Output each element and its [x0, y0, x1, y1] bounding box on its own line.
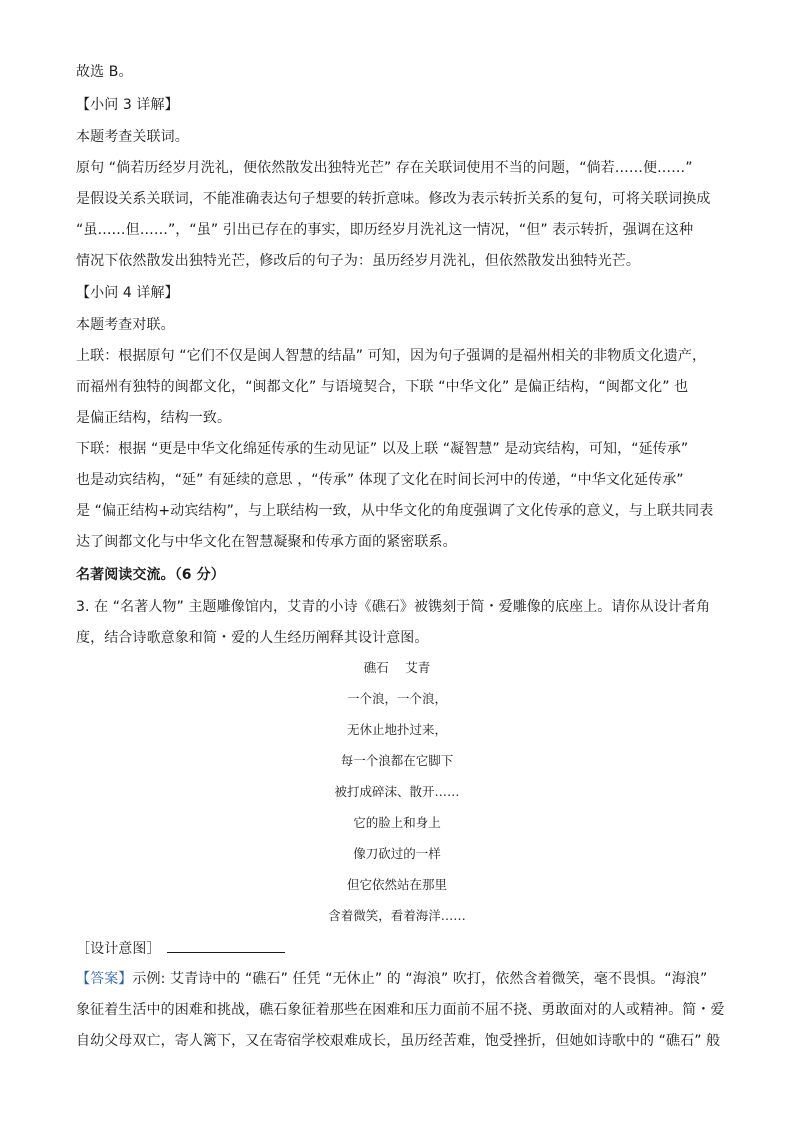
- subsection-heading: 【小问 4 详解】: [76, 285, 179, 301]
- answer-line: 自幼父母双亡，寄人篱下，又在寄宿学校艰难成长，虽历经苦难，饱受挫折，但她如诗歌中的 “礁石” 般: [76, 1033, 721, 1049]
- question-text: 度，结合诗歌意象和简・爱的人生经历阐释其设计意图。: [76, 630, 429, 646]
- text-line: 也是动宾结构，“延” 有延续的意思 ，“传承” 体现了文化在时间长河中的传递，“中华文化延传承”: [76, 472, 684, 488]
- text-line: “虽……但……”，“虽” 引出已存在的事实，即历经岁月洗礼这一情况，“但” 表示转折，强调在这种: [76, 222, 694, 238]
- text-line: 达了闽都文化与中华文化在智慧凝聚和传承方面的紧密联系。: [76, 534, 457, 550]
- design-intent-label: ［设计意图］: [76, 941, 161, 957]
- text-line: 是 “偏正结构+动宾结构”，与上联结构一致，从中华文化的角度强调了文化传承的意义，与上联共同表: [76, 503, 714, 519]
- text-line: 本题考查关联词。: [76, 129, 189, 145]
- design-intent-row: [76, 938, 285, 959]
- answer-line: [76, 969, 707, 989]
- text-line: 是假设关系关联词，不能准确表达句子想要的转折意味。修改为表示转折关系的复句，可将关联词换成: [76, 191, 711, 207]
- text-line: 本题考查对联。: [76, 317, 175, 333]
- poem-line: 每一个浪都在它脚下: [340, 753, 454, 768]
- poem-line: 一个浪，一个浪，: [346, 691, 447, 706]
- answer-blank: [167, 938, 285, 953]
- poem-line: 但它依然站在那里: [346, 877, 447, 892]
- poem-line: 被打成碎沫、散开……: [334, 784, 460, 799]
- text-line: 故选 B。: [76, 64, 133, 80]
- question-text: 3. 在 “名著人物” 主题雕像馆内，艾青的小诗《礁石》被镌刻于简・爱雕像的底座上。请你从设计者角: [76, 599, 711, 615]
- text-line: 上联：根据原句 “它们不仅是闽人智慧的结晶” 可知，因为句子强调的是福州相关的非物质文化遗产，: [76, 348, 707, 364]
- poem-title: 礁石 艾青: [363, 660, 431, 675]
- text-line: 原句 “倘若历经岁月洗礼，便依然散发出独特光芒” 存在关联词使用不当的问题，“倘若……便……”: [76, 160, 693, 176]
- poem-line: 像刀砍过的一样: [353, 846, 441, 861]
- poem-line: 无休止地扑过来，: [346, 722, 447, 737]
- answer-text: 示例: 艾青诗中的 “礁石” 任凭 “无休止” 的 “海浪” 吹打，依然含着微笑，毫不畏惧。“海浪”: [132, 971, 708, 987]
- answer-tag: 【答案】: [76, 971, 133, 987]
- section-title: 名著阅读交流。（6 分）: [76, 567, 225, 583]
- subsection-heading: 【小问 3 详解】: [76, 97, 179, 113]
- text-line: 情况下依然散发出独特光芒，修改后的句子为：虽历经岁月洗礼，但依然散发出独特光芒。: [76, 253, 640, 269]
- answer-line: 象征着生活中的困难和挑战，礁石象征着那些在困难和压力面前不屈不挠、勇敢面对的人或精神。简・爱: [76, 1002, 725, 1018]
- text-line: 下联：根据 “更是中华文化绵延传承的生动见证” 以及上联 “凝智慧” 是动宾结构，可知，“延传承”: [76, 441, 689, 457]
- poem-line: 含着微笑，看着海洋……: [328, 908, 466, 923]
- text-line: 而福州有独特的闽都文化，“闽都文化” 与语境契合，下联 “中华文化” 是偏正结构，“闽都文化” 也: [76, 379, 689, 395]
- text-line: 是偏正结构，结构一致。: [76, 410, 232, 426]
- poem-line: 它的脸上和身上: [353, 815, 441, 830]
